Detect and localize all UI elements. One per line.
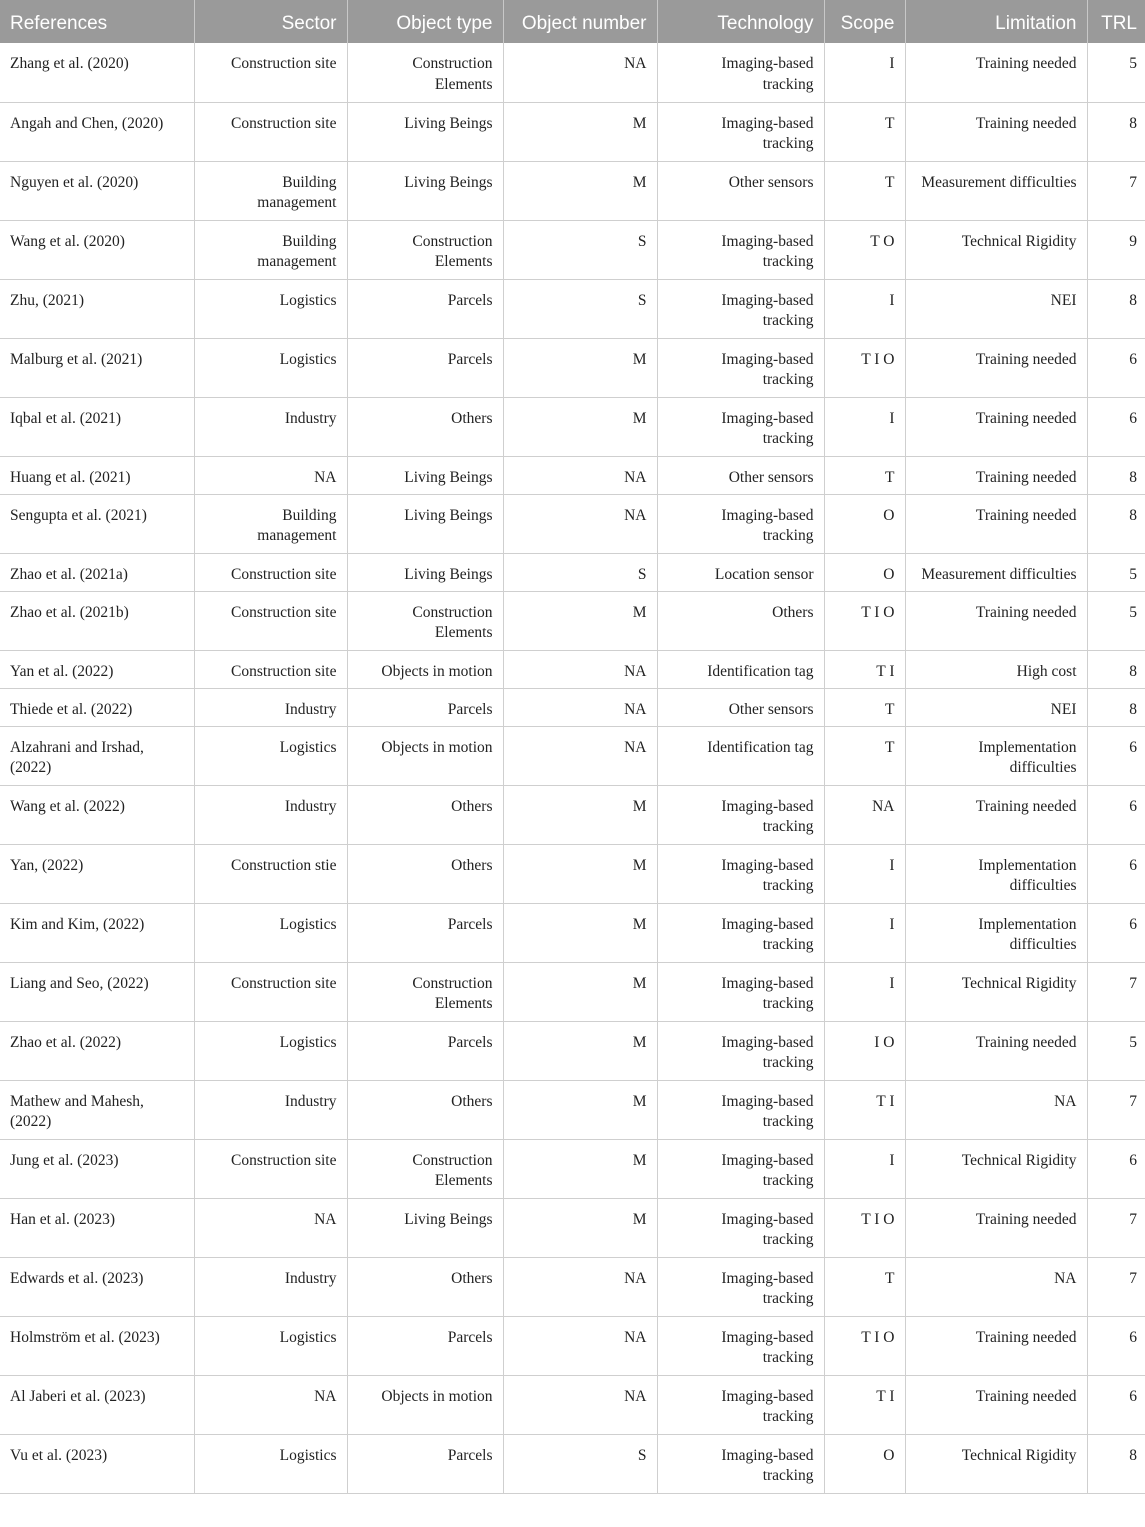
table-row (0, 456, 1145, 494)
cell-object-number: NA (503, 726, 657, 785)
cell-sector: Construction site (194, 962, 347, 1021)
cell-scope: T (824, 688, 905, 726)
cell-trl: 5 (1087, 591, 1145, 650)
cell-object-number: S (503, 279, 657, 338)
cell-object-number: NA (503, 1316, 657, 1375)
cell-sector: Construction site (194, 43, 347, 102)
cell-technology: Imaging-based tracking (657, 1080, 824, 1139)
cell-object-type: Others (347, 397, 503, 456)
cell-technology: Imaging-based tracking (657, 962, 824, 1021)
cell-reference: Iqbal et al. (2021) (0, 397, 194, 456)
cell-scope: O (824, 494, 905, 553)
table-row (0, 688, 1145, 726)
header-sector: Sector (194, 0, 347, 43)
cell-reference: Liang and Seo, (2022) (0, 962, 194, 1021)
cell-sector: Building management (194, 161, 347, 220)
cell-sector: Industry (194, 1080, 347, 1139)
cell-sector: Construction site (194, 553, 347, 591)
cell-reference: Thiede et al. (2022) (0, 688, 194, 726)
cell-sector: NA (194, 456, 347, 494)
cell-object-type: Living Beings (347, 456, 503, 494)
cell-sector: Construction site (194, 591, 347, 650)
cell-trl: 7 (1087, 1080, 1145, 1139)
cell-object-number: M (503, 844, 657, 903)
cell-reference: Zhao et al. (2021a) (0, 553, 194, 591)
cell-scope: O (824, 1434, 905, 1493)
cell-technology: Imaging-based tracking (657, 1021, 824, 1080)
cell-trl: 7 (1087, 1198, 1145, 1257)
cell-sector: NA (194, 1375, 347, 1434)
table-row (0, 494, 1145, 553)
table-row (0, 1198, 1145, 1257)
cell-trl: 8 (1087, 688, 1145, 726)
table-row (0, 220, 1145, 279)
cell-object-type: Parcels (347, 279, 503, 338)
cell-object-number: M (503, 1021, 657, 1080)
header-references: References (0, 0, 194, 43)
cell-object-type: Living Beings (347, 1198, 503, 1257)
cell-limitation: Implementation difficulties (905, 844, 1087, 903)
cell-technology: Imaging-based tracking (657, 844, 824, 903)
cell-sector: Logistics (194, 1021, 347, 1080)
cell-scope: I (824, 397, 905, 456)
cell-trl: 6 (1087, 397, 1145, 456)
cell-limitation: Technical Rigidity (905, 1139, 1087, 1198)
cell-reference: Nguyen et al. (2020) (0, 161, 194, 220)
header-limitation: Limitation (905, 0, 1087, 43)
table-row (0, 650, 1145, 688)
cell-sector: Construction site (194, 1139, 347, 1198)
cell-scope: I O (824, 1021, 905, 1080)
cell-limitation: Technical Rigidity (905, 962, 1087, 1021)
cell-object-number: S (503, 220, 657, 279)
cell-trl: 8 (1087, 494, 1145, 553)
cell-technology: Imaging-based tracking (657, 494, 824, 553)
cell-limitation: Training needed (905, 102, 1087, 161)
table-row (0, 279, 1145, 338)
cell-scope: NA (824, 785, 905, 844)
table-row (0, 338, 1145, 397)
table-row (0, 1139, 1145, 1198)
cell-technology: Identification tag (657, 650, 824, 688)
cell-sector: Construction stie (194, 844, 347, 903)
cell-reference: Kim and Kim, (2022) (0, 903, 194, 962)
cell-sector: Industry (194, 785, 347, 844)
cell-object-number: S (503, 1434, 657, 1493)
cell-object-number: M (503, 397, 657, 456)
table-row (0, 1257, 1145, 1316)
header-row (0, 0, 1145, 43)
cell-sector: NA (194, 1198, 347, 1257)
cell-object-number: M (503, 161, 657, 220)
table-row (0, 102, 1145, 161)
header-object-number: Object number (503, 0, 657, 43)
cell-limitation: Training needed (905, 43, 1087, 102)
cell-reference: Zhu, (2021) (0, 279, 194, 338)
cell-trl: 5 (1087, 43, 1145, 102)
table-row (0, 962, 1145, 1021)
cell-scope: I (824, 1139, 905, 1198)
cell-scope: I (824, 43, 905, 102)
cell-object-number: NA (503, 688, 657, 726)
cell-object-type: Others (347, 785, 503, 844)
cell-reference: Holmström et al. (2023) (0, 1316, 194, 1375)
cell-trl: 6 (1087, 338, 1145, 397)
cell-object-type: Construction Elements (347, 220, 503, 279)
cell-scope: T I (824, 1080, 905, 1139)
cell-sector: Logistics (194, 726, 347, 785)
cell-scope: T I O (824, 1316, 905, 1375)
cell-scope: I (824, 279, 905, 338)
cell-object-type: Living Beings (347, 553, 503, 591)
cell-technology: Imaging-based tracking (657, 1316, 824, 1375)
cell-scope: T (824, 1257, 905, 1316)
cell-object-number: M (503, 1139, 657, 1198)
cell-scope: T (824, 726, 905, 785)
cell-technology: Imaging-based tracking (657, 1375, 824, 1434)
cell-sector: Logistics (194, 1434, 347, 1493)
cell-technology: Other sensors (657, 456, 824, 494)
cell-limitation: NEI (905, 279, 1087, 338)
cell-object-number: NA (503, 650, 657, 688)
cell-trl: 6 (1087, 1375, 1145, 1434)
cell-object-number: M (503, 785, 657, 844)
cell-object-number: M (503, 591, 657, 650)
table-row (0, 844, 1145, 903)
cell-trl: 8 (1087, 279, 1145, 338)
cell-technology: Imaging-based tracking (657, 220, 824, 279)
cell-technology: Other sensors (657, 688, 824, 726)
cell-object-number: M (503, 102, 657, 161)
cell-scope: T O (824, 220, 905, 279)
cell-limitation: NA (905, 1080, 1087, 1139)
table-row (0, 591, 1145, 650)
cell-object-type: Parcels (347, 338, 503, 397)
cell-technology: Imaging-based tracking (657, 43, 824, 102)
cell-limitation: Implementation difficulties (905, 726, 1087, 785)
table-row (0, 1316, 1145, 1375)
table-body (0, 43, 1145, 1493)
cell-reference: Wang et al. (2022) (0, 785, 194, 844)
cell-sector: Building management (194, 494, 347, 553)
cell-technology: Location sensor (657, 553, 824, 591)
cell-reference: Al Jaberi et al. (2023) (0, 1375, 194, 1434)
cell-object-number: M (503, 1198, 657, 1257)
cell-reference: Edwards et al. (2023) (0, 1257, 194, 1316)
cell-scope: T I O (824, 338, 905, 397)
cell-trl: 8 (1087, 1434, 1145, 1493)
cell-reference: Yan et al. (2022) (0, 650, 194, 688)
cell-technology: Identification tag (657, 726, 824, 785)
cell-limitation: Training needed (905, 1021, 1087, 1080)
cell-reference: Sengupta et al. (2021) (0, 494, 194, 553)
cell-object-number: NA (503, 43, 657, 102)
cell-reference: Angah and Chen, (2020) (0, 102, 194, 161)
cell-scope: T I (824, 1375, 905, 1434)
cell-object-type: Living Beings (347, 102, 503, 161)
table-row (0, 1021, 1145, 1080)
cell-object-type: Parcels (347, 688, 503, 726)
cell-trl: 7 (1087, 1257, 1145, 1316)
cell-limitation: Measurement difficulties (905, 553, 1087, 591)
table-row (0, 553, 1145, 591)
cell-reference: Jung et al. (2023) (0, 1139, 194, 1198)
cell-object-number: M (503, 338, 657, 397)
cell-scope: O (824, 553, 905, 591)
cell-sector: Construction site (194, 650, 347, 688)
cell-reference: Huang et al. (2021) (0, 456, 194, 494)
cell-limitation: Training needed (905, 1375, 1087, 1434)
cell-technology: Imaging-based tracking (657, 1139, 824, 1198)
header-technology: Technology (657, 0, 824, 43)
cell-limitation: High cost (905, 650, 1087, 688)
cell-scope: I (824, 903, 905, 962)
table-row (0, 903, 1145, 962)
cell-object-number: M (503, 903, 657, 962)
cell-scope: T I O (824, 591, 905, 650)
cell-object-type: Parcels (347, 1434, 503, 1493)
cell-scope: I (824, 844, 905, 903)
cell-scope: T (824, 102, 905, 161)
cell-object-type: Construction Elements (347, 962, 503, 1021)
cell-object-type: Construction Elements (347, 1139, 503, 1198)
cell-limitation: Technical Rigidity (905, 220, 1087, 279)
cell-reference: Mathew and Mahesh, (2022) (0, 1080, 194, 1139)
cell-scope: I (824, 962, 905, 1021)
cell-sector: Construction site (194, 102, 347, 161)
cell-sector: Logistics (194, 903, 347, 962)
cell-sector: Building management (194, 220, 347, 279)
table-row (0, 1375, 1145, 1434)
cell-object-type: Objects in motion (347, 726, 503, 785)
cell-scope: T (824, 161, 905, 220)
cell-technology: Imaging-based tracking (657, 903, 824, 962)
cell-trl: 6 (1087, 785, 1145, 844)
cell-trl: 5 (1087, 553, 1145, 591)
table-row (0, 43, 1145, 102)
cell-reference: Alzahrani and Irshad, (2022) (0, 726, 194, 785)
cell-object-number: M (503, 962, 657, 1021)
cell-limitation: NA (905, 1257, 1087, 1316)
cell-trl: 5 (1087, 1021, 1145, 1080)
cell-technology: Imaging-based tracking (657, 279, 824, 338)
table-row (0, 726, 1145, 785)
cell-object-type: Parcels (347, 903, 503, 962)
cell-technology: Imaging-based tracking (657, 785, 824, 844)
cell-trl: 6 (1087, 903, 1145, 962)
cell-sector: Logistics (194, 279, 347, 338)
cell-trl: 6 (1087, 1139, 1145, 1198)
cell-object-number: NA (503, 1257, 657, 1316)
cell-object-type: Living Beings (347, 494, 503, 553)
table-row (0, 397, 1145, 456)
cell-object-type: Parcels (347, 1316, 503, 1375)
cell-object-type: Others (347, 1080, 503, 1139)
cell-trl: 6 (1087, 1316, 1145, 1375)
cell-scope: T I O (824, 1198, 905, 1257)
cell-limitation: Training needed (905, 591, 1087, 650)
cell-reference: Zhao et al. (2021b) (0, 591, 194, 650)
cell-object-type: Construction Elements (347, 591, 503, 650)
cell-technology: Imaging-based tracking (657, 1198, 824, 1257)
cell-object-type: Construction Elements (347, 43, 503, 102)
cell-reference: Vu et al. (2023) (0, 1434, 194, 1493)
table-row (0, 785, 1145, 844)
cell-sector: Logistics (194, 1316, 347, 1375)
cell-scope: T I (824, 650, 905, 688)
cell-object-number: NA (503, 1375, 657, 1434)
cell-object-type: Others (347, 844, 503, 903)
cell-object-type: Others (347, 1257, 503, 1316)
cell-reference: Zhang et al. (2020) (0, 43, 194, 102)
cell-sector: Industry (194, 688, 347, 726)
cell-technology: Imaging-based tracking (657, 1257, 824, 1316)
cell-object-type: Living Beings (347, 161, 503, 220)
cell-limitation: Training needed (905, 338, 1087, 397)
cell-sector: Logistics (194, 338, 347, 397)
cell-sector: Industry (194, 397, 347, 456)
table-row (0, 1434, 1145, 1493)
cell-object-number: M (503, 1080, 657, 1139)
cell-reference: Zhao et al. (2022) (0, 1021, 194, 1080)
cell-technology: Imaging-based tracking (657, 102, 824, 161)
table-header (0, 0, 1145, 43)
cell-reference: Han et al. (2023) (0, 1198, 194, 1257)
cell-sector: Industry (194, 1257, 347, 1316)
cell-trl: 8 (1087, 456, 1145, 494)
cell-reference: Wang et al. (2020) (0, 220, 194, 279)
cell-limitation: Technical Rigidity (905, 1434, 1087, 1493)
cell-technology: Imaging-based tracking (657, 397, 824, 456)
table-row (0, 1080, 1145, 1139)
cell-trl: 8 (1087, 102, 1145, 161)
cell-limitation: Measurement difficulties (905, 161, 1087, 220)
cell-limitation: Training needed (905, 456, 1087, 494)
header-object-type: Object type (347, 0, 503, 43)
cell-object-number: NA (503, 456, 657, 494)
cell-technology: Others (657, 591, 824, 650)
cell-limitation: Training needed (905, 1198, 1087, 1257)
cell-trl: 6 (1087, 726, 1145, 785)
cell-limitation: Training needed (905, 494, 1087, 553)
cell-limitation: Training needed (905, 785, 1087, 844)
cell-trl: 9 (1087, 220, 1145, 279)
header-scope: Scope (824, 0, 905, 43)
header-trl: TRL (1087, 0, 1145, 43)
cell-trl: 7 (1087, 962, 1145, 1021)
cell-limitation: Training needed (905, 397, 1087, 456)
cell-limitation: NEI (905, 688, 1087, 726)
cell-reference: Malburg et al. (2021) (0, 338, 194, 397)
cell-object-number: NA (503, 494, 657, 553)
cell-trl: 8 (1087, 650, 1145, 688)
cell-trl: 6 (1087, 844, 1145, 903)
cell-reference: Yan, (2022) (0, 844, 194, 903)
cell-object-type: Parcels (347, 1021, 503, 1080)
cell-trl: 7 (1087, 161, 1145, 220)
cell-limitation: Implementation difficulties (905, 903, 1087, 962)
cell-technology: Imaging-based tracking (657, 1434, 824, 1493)
cell-object-type: Objects in motion (347, 1375, 503, 1434)
cell-scope: T (824, 456, 905, 494)
cell-technology: Imaging-based tracking (657, 338, 824, 397)
cell-object-type: Objects in motion (347, 650, 503, 688)
cell-limitation: Training needed (905, 1316, 1087, 1375)
table-row (0, 161, 1145, 220)
cell-object-number: S (503, 553, 657, 591)
cell-technology: Other sensors (657, 161, 824, 220)
